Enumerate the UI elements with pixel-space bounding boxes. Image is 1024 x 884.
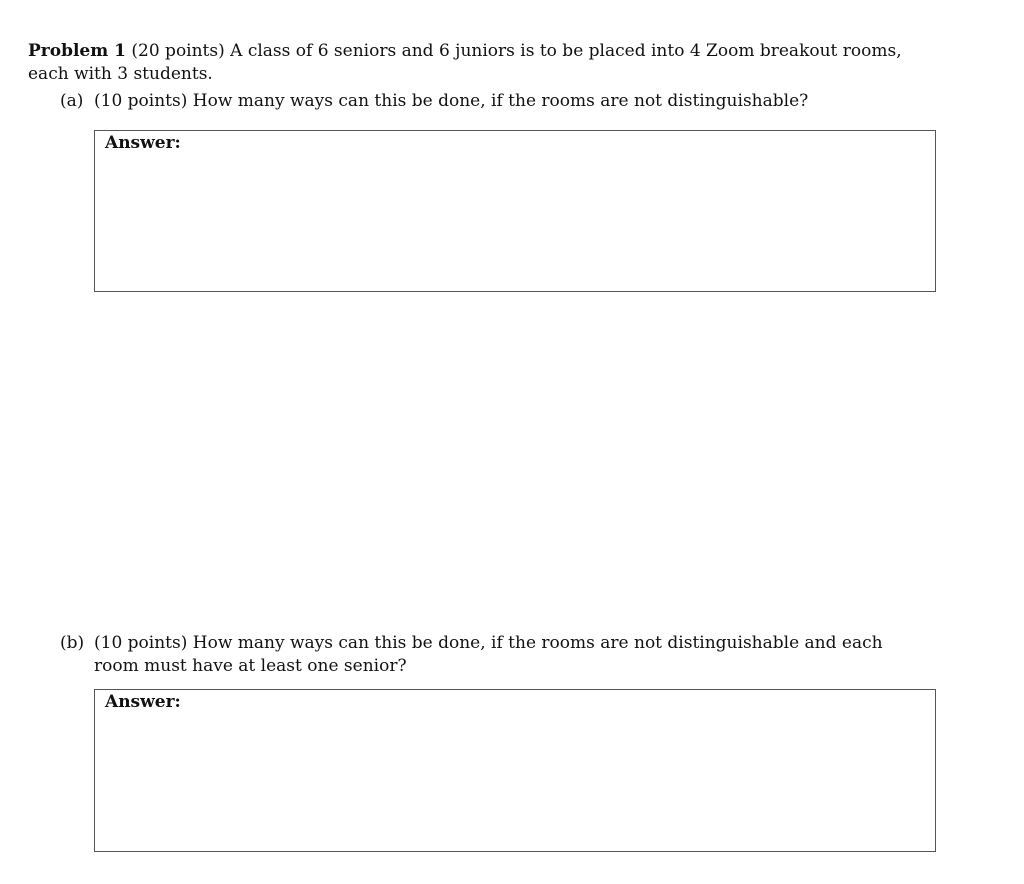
part-b-label: (b) [60,633,85,653]
problem-title: Problem 1 [28,41,126,61]
answer-box-a[interactable] [94,130,936,292]
answer-box-b[interactable] [94,689,936,852]
part-a-question: (10 points) How many ways can this be done, if the rooms are not distinguishable? [94,91,809,111]
part-a [60,90,930,114]
problem-statement [28,40,928,86]
answer-label-a: Answer: [105,133,181,153]
part-a-label: (a) [60,91,84,111]
problem-text: A class of 6 seniors and 6 juniors is to be placed into 4 Zoom breakout rooms, each with 3 students. [28,41,902,84]
part-b [60,632,930,678]
part-b-question: (10 points) How many ways can this be done, if the rooms are not distinguishable and each room must have at least one senior? [94,633,883,676]
answer-label-b: Answer: [105,692,181,712]
problem-points: (20 points) [131,41,225,61]
